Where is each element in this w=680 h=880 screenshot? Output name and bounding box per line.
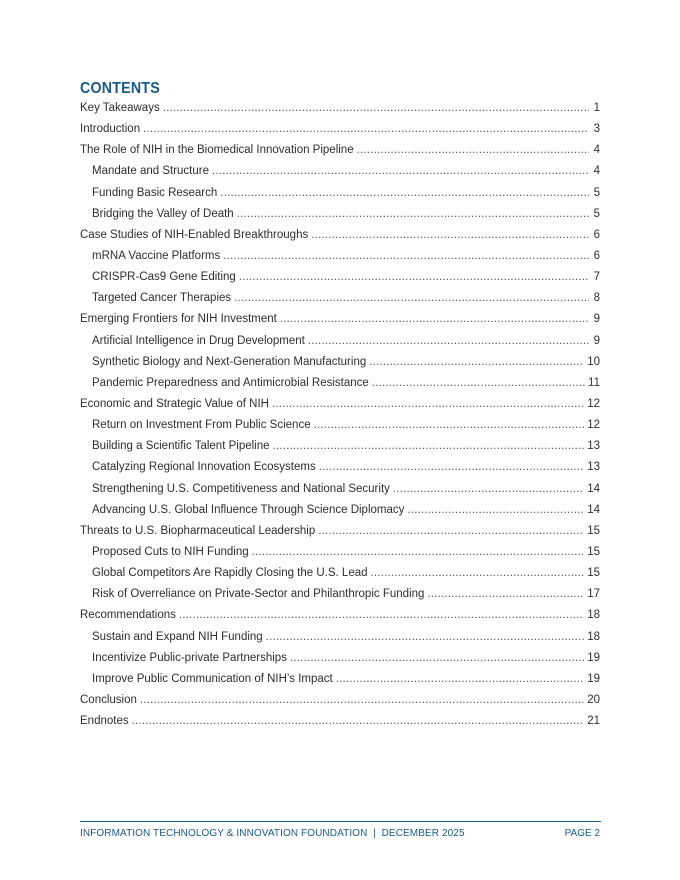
toc-entry-page: 14 [587, 482, 600, 495]
toc-subentry[interactable] [80, 479, 600, 500]
toc-entry-title: Bridging the Valley of Death [92, 207, 234, 220]
toc-dot-leader [372, 373, 585, 394]
toc-entry[interactable] [80, 605, 600, 626]
toc-entry-title: Return on Investment From Public Science [92, 419, 311, 432]
toc-dot-leader [393, 479, 584, 500]
toc-subentry[interactable] [80, 500, 600, 521]
toc-entry-page: 18 [587, 609, 600, 622]
toc-entry-page: 10 [587, 355, 600, 368]
toc-subentry[interactable] [80, 331, 600, 352]
toc-entry-title: Building a Scientific Talent Pipeline [92, 440, 270, 453]
toc-subentry[interactable] [80, 436, 600, 457]
toc-entry-title: Recommendations [80, 609, 176, 622]
toc-entry-page: 7 [593, 271, 600, 284]
toc-entry-title: Risk of Overreliance on Private-Sector and Philanthropic Funding [92, 588, 425, 601]
toc-dot-leader [357, 140, 589, 161]
toc-dot-leader [252, 542, 585, 563]
toc-entry-title: Strengthening U.S. Competitiveness and National Security [92, 482, 390, 495]
page-title: CONTENTS [80, 80, 160, 97]
toc-subentry[interactable] [80, 288, 600, 309]
toc-subentry[interactable] [80, 627, 600, 648]
toc-entry[interactable] [80, 225, 600, 246]
toc-entry-title: Sustain and Expand NIH Funding [92, 630, 263, 643]
toc-dot-leader [369, 352, 584, 373]
table-of-contents [80, 98, 600, 732]
toc-entry-title: Economic and Strategic Value of NIH [80, 397, 269, 410]
toc-entry-title: Threats to U.S. Biopharmaceutical Leadership [80, 524, 316, 537]
toc-entry-page: 8 [593, 292, 600, 305]
toc-subentry[interactable] [80, 204, 600, 225]
toc-subentry[interactable] [80, 267, 600, 288]
toc-subentry[interactable] [80, 161, 600, 182]
toc-subentry[interactable] [80, 183, 600, 204]
toc-entry-title: The Role of NIH in the Biomedical Innovation Pipeline [80, 144, 354, 157]
toc-entry-page: 19 [587, 651, 600, 664]
toc-dot-leader [140, 690, 584, 711]
footer-divider [80, 821, 601, 822]
footer-publisher: INFORMATION TECHNOLOGY & INNOVATION FOUNDATION | DECEMBER 2025 [80, 828, 465, 839]
toc-entry-title: Targeted Cancer Therapies [92, 292, 232, 305]
toc-entry-title: Artificial Intelligence in Drug Development [92, 334, 305, 347]
toc-dot-leader [280, 309, 589, 330]
toc-dot-leader [336, 669, 584, 690]
toc-entry-page: 15 [587, 524, 600, 537]
toc-dot-leader [179, 605, 584, 626]
toc-entry-page: 9 [593, 334, 600, 347]
toc-dot-leader [163, 98, 589, 119]
toc-subentry[interactable] [80, 584, 600, 605]
toc-subentry[interactable] [80, 542, 600, 563]
toc-entry-title: Synthetic Biology and Next-Generation Manufacturing [92, 355, 367, 368]
toc-entry-page: 14 [587, 503, 600, 516]
toc-dot-leader [314, 415, 585, 436]
toc-entry-page: 17 [587, 588, 600, 601]
toc-entry[interactable] [80, 711, 600, 732]
toc-entry-page: 12 [587, 419, 600, 432]
footer-page-number: PAGE 2 [564, 828, 600, 839]
toc-entry-page: 13 [587, 461, 600, 474]
toc-entry-title: CRISPR-Cas9 Gene Editing [92, 271, 236, 284]
toc-entry-page: 6 [593, 228, 600, 241]
toc-entry-page: 15 [587, 567, 600, 580]
toc-dot-leader [272, 394, 584, 415]
toc-entry-title: Global Competitors Are Rapidly Closing the U.S. Lead [92, 567, 368, 580]
toc-subentry[interactable] [80, 352, 600, 373]
toc-dot-leader [212, 161, 589, 182]
toc-entry-page: 3 [593, 123, 600, 136]
toc-dot-leader [311, 225, 589, 246]
toc-dot-leader [266, 627, 585, 648]
toc-entry-title: Introduction [80, 123, 141, 136]
toc-subentry[interactable] [80, 373, 600, 394]
toc-entry[interactable] [80, 98, 600, 119]
toc-dot-leader [237, 204, 589, 225]
toc-entry-page: 15 [587, 545, 600, 558]
toc-entry[interactable] [80, 119, 600, 140]
toc-entry[interactable] [80, 140, 600, 161]
toc-entry-title: Improve Public Communication of NIH’s Impact [92, 672, 333, 685]
toc-entry-page: 5 [593, 186, 600, 199]
toc-dot-leader [143, 119, 589, 140]
toc-entry-title: Incentivize Public-private Partnerships [92, 651, 287, 664]
toc-dot-leader [308, 331, 589, 352]
toc-dot-leader [290, 648, 584, 669]
toc-entry[interactable] [80, 394, 600, 415]
toc-entry-title: Endnotes [80, 715, 129, 728]
toc-dot-leader [407, 500, 584, 521]
toc-subentry[interactable] [80, 563, 600, 584]
toc-dot-leader [371, 563, 585, 584]
toc-entry-page: 13 [587, 440, 600, 453]
toc-subentry[interactable] [80, 669, 600, 690]
toc-entry-page: 5 [593, 207, 600, 220]
toc-dot-leader [220, 183, 589, 204]
toc-entry-page: 18 [587, 630, 600, 643]
toc-entry-title: Emerging Frontiers for NIH Investment [80, 313, 277, 326]
toc-dot-leader [239, 267, 589, 288]
toc-dot-leader [427, 584, 584, 605]
toc-dot-leader [273, 436, 585, 457]
toc-dot-leader [234, 288, 589, 309]
toc-entry-title: Funding Basic Research [92, 186, 218, 199]
toc-subentry[interactable] [80, 415, 600, 436]
toc-entry-page: 19 [587, 672, 600, 685]
toc-subentry[interactable] [80, 648, 600, 669]
toc-entry-page: 12 [587, 397, 600, 410]
toc-entry[interactable] [80, 521, 600, 542]
toc-entry-page: 4 [593, 165, 600, 178]
toc-entry-title: Key Takeaways [80, 102, 160, 114]
toc-entry-title: Case Studies of NIH-Enabled Breakthroughs [80, 228, 309, 241]
toc-entry-title: Advancing U.S. Global Influence Through Science Diplomacy [92, 503, 405, 516]
toc-dot-leader [318, 521, 584, 542]
toc-subentry[interactable] [80, 246, 600, 267]
toc-entry-title: Mandate and Structure [92, 165, 209, 178]
toc-entry[interactable] [80, 309, 600, 330]
toc-dot-leader [319, 457, 584, 478]
toc-entry-title: Pandemic Preparedness and Antimicrobial Resistance [92, 376, 369, 389]
toc-entry-page: 11 [588, 376, 600, 389]
toc-entry-title: mRNA Vaccine Platforms [92, 249, 221, 262]
toc-entry-title: Proposed Cuts to NIH Funding [92, 545, 249, 558]
toc-entry-page: 1 [593, 102, 600, 114]
toc-entry-page: 21 [587, 715, 600, 728]
toc-entry-page: 9 [593, 313, 600, 326]
toc-entry-page: 6 [593, 249, 600, 262]
toc-entry-page: 20 [587, 693, 600, 706]
toc-entry[interactable] [80, 690, 600, 711]
toc-entry-title: Catalyzing Regional Innovation Ecosystems [92, 461, 316, 474]
toc-entry-title: Conclusion [80, 693, 137, 706]
toc-dot-leader [223, 246, 589, 267]
toc-dot-leader [132, 711, 585, 732]
toc-subentry[interactable] [80, 457, 600, 478]
toc-entry-page: 4 [593, 144, 600, 157]
